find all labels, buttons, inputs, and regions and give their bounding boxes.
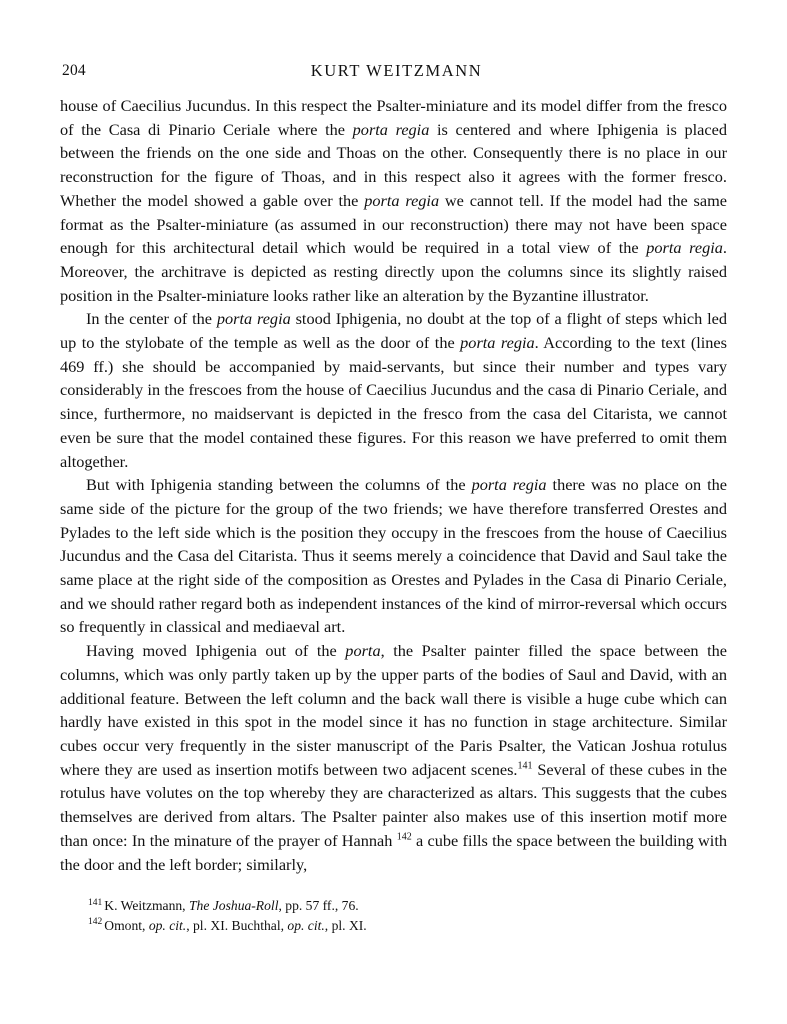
italic-phrase: porta regia [216,309,291,329]
text-run: . Moreover, the architrave is depicted as resting directly upon the columns since its slightly raised position in the Psalter-miniature looks rather like an alteration by the Byzantine illustrator. [60,238,727,305]
footnote-text [104,918,366,933]
text-run: stood Iphigenia, no doubt at the top of a flight of steps which led up to the stylobate of the temple as well as the door of the [60,309,727,353]
text-run: Several of these cubes in the rotulus have volutes on the top whereby they are characterized as altars. This suggests that the cubes themselves are derived from altars. The Psalter painter also makes use of this insertion motif more than once: In the minature of the prayer of Hannah [60,759,727,850]
text-run: , pl. XI. [324,917,367,933]
text-run: house of Caecilius Jucundus. In this respect the Psalter-miniature and its model differ from the fresco of the Casa di Pinario Ceriale where the [60,96,727,139]
italic-phrase: op. cit. [287,917,325,933]
paragraph-4 [60,639,727,876]
italic-phrase: porta regia [471,475,547,495]
footnote-142 [88,916,727,935]
footnote-141 [88,896,727,915]
running-head-title: KURT WEITZMANN [310,61,483,80]
text-run: Having moved Iphigenia out of the [86,641,346,661]
footnote-marker: 141 [88,897,103,908]
text-run: . According to the text (lines 469 ff.) she should be accompanied by maid-servants, but since their number and types vary considerably in the frescoes from the house of Caecilius Jucundus and the casa di Pinario Ceriale, and since, furthermore, no maidservant is depicted in the fresco from the casa del Citarista, we cannot even be sure that the model contained these figures. For this reason we have preferred to omit them altogether. [60,333,727,471]
italic-phrase: porta regia [364,190,440,210]
italic-phrase: porta regia [352,119,430,139]
text-run: Omont, [104,917,149,933]
text-run: , the Psalter painter filled the space between the columns, which was only partly taken up by the upper parts of the bodies of Saul and David, with an additional feature. Between the left column and the back wall there is visible a huge cube which can hardly have existed in this spot in the model since it has no function in stage architecture. Similar cubes occur very frequently in the sister manuscript of the Paris Psalter, the Vatican Joshua rotulus where they are used as insertion motifs between two adjacent scenes. [60,641,728,779]
text-run: K. Weitzmann, [104,898,189,914]
footnote-text [104,898,358,913]
page-number: 204 [62,62,86,79]
footnote-reference: 141 [517,760,533,772]
text-run: But with Iphigenia standing between the columns of the [86,475,472,495]
text-run: we cannot tell. If the model had the same format as the Psalter-miniature (as assumed in our reconstruction) there may not have been space enough for this architectural detail which would be required in a total view of the [60,190,727,258]
footnotes [60,896,727,935]
body-text [60,94,727,876]
running-head [60,56,727,86]
text-run: is centered and where Iphigenia is placed between the friends on the one side and Thoas on the other. Consequently there is no place in our reconstruction for the figure of Thoas, and in this respect also it agrees with the former fresco. Whether the model showed a gable over the [60,119,727,210]
italic-phrase: op. cit. [148,917,187,933]
text-run: , pl. XI. Buchthal, [186,917,288,933]
text-run: a cube fills the space between the building with the door and the left border; similarly, [60,830,727,874]
italic-phrase: porta regia [646,238,723,258]
italic-phrase: porta [345,641,381,661]
text-run: In the center of the [86,309,217,329]
paragraph-3 [60,473,727,639]
footnote-marker: 142 [88,916,103,927]
footnote-reference: 142 [396,831,412,843]
italic-phrase: porta regia [460,333,535,353]
italic-phrase: The Joshua-Roll [188,898,279,914]
paragraph-1 [60,94,727,307]
paragraph-2 [60,307,727,473]
text-run: , pp. 57 ff., 76. [278,898,359,914]
text-run: there was no place on the same side of the picture for the group of the two friends; we have therefore transferred Orestes and Pylades to the left side which is the position they occupy in the frescoes from the house of Caecilius Jucundus and the Casa del Citarista. Thus it seems merely a coincidence that David and Saul take the same place at the right side of the composition as Orestes and Pylades in the Casa di Pinario Ceriale, and we should rather regard both as independent instances of the kind of mirror-reversal which occurs so frequently in classical and mediaeval art. [60,475,728,637]
